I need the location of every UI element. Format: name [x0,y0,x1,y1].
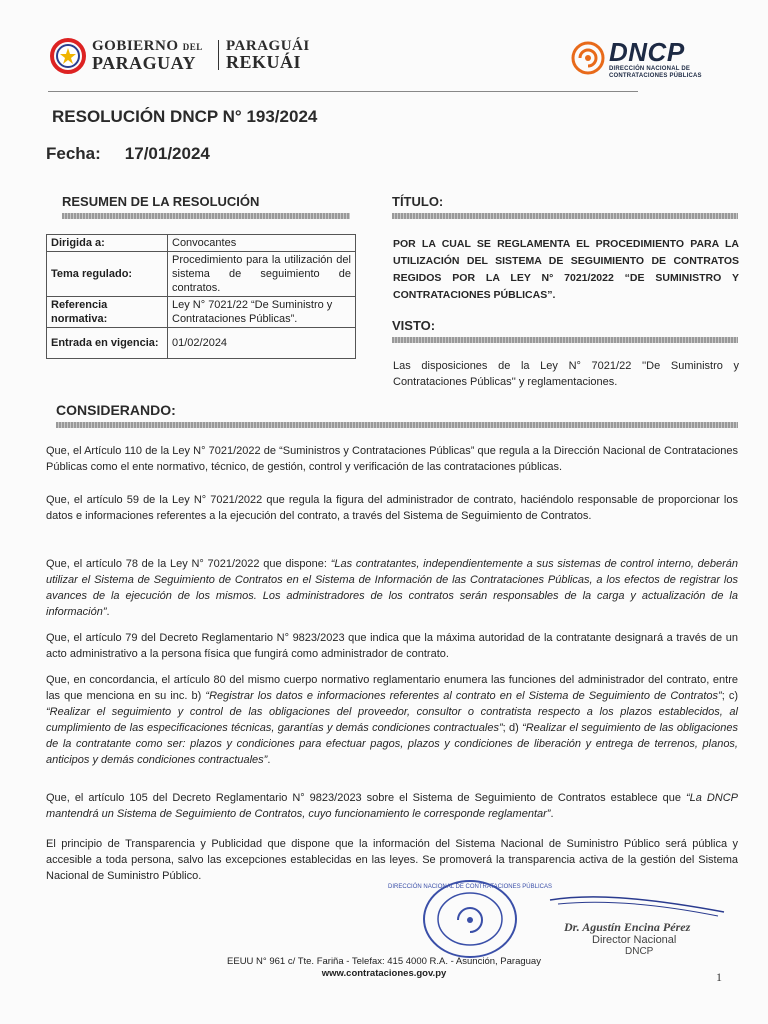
considerando-paragraph-1: Que, el Artículo 110 de la Ley N° 7021/2022 de “Suministros y Contrataciones Públicas” que regula a la Dirección Nacional de Contrataciones Públicas como el ente normativo, técnico, de gestión, control y verificación de las contrataciones públicas. [46,445,738,473]
considerando-heading-bar [56,422,738,428]
handwritten-signature [548,892,728,922]
gobierno-paraguay-wordmark: GOBIERNO DEL PARAGUAY [92,38,203,73]
table-row [47,328,356,359]
signatory-org: DNCP [625,946,654,957]
titulo-text: POR LA CUAL SE REGLAMENTA EL PROCEDIMIENTO PARA LA UTILIZACIÓN DEL SISTEMA DE SEGUIMIENTO DE CONTRATOS REGIDOS POR LA LEY N° 7021/2022 “DE SUMINISTRO Y CONTRATACIONES PÚBLICAS”. [393,238,739,301]
considerando-paragraph-3: Que, el artículo 78 de la Ley N° 7021/2022 que dispone: “Las contratantes, independientemente a sus sistemas de control interno, deberán utilizar el Sistema de Seguimiento de Contratos en el Sistema de Información de las Contrataciones Públicas, a los efectos de registrar los avances de la ejecución de los mismos. Los administradores de los contratos serán responsables de la carga y actualización de la información”. [46,558,738,618]
gobierno-paraguay-logo [48,36,88,76]
summary-value: Procedimiento para la utilización del sistema de seguimiento de contratos. [168,252,356,297]
visto-heading-bar [392,337,738,343]
considerando-paragraph-2: Que, el artículo 59 de la Ley N° 7021/2022 que regula la figura del administrador de contrato, haciéndolo responsable de proporcionar los datos e informaciones referentes a la ejecución del contrato, a través del Sistema de Seguimiento de Contratos. [46,494,738,522]
summary-value: Convocantes [168,235,356,252]
dncp-logo-icon [570,40,606,76]
page-number: 1 [716,970,722,984]
summary-table [46,234,356,359]
dncp-wordmark: DNCP [609,37,685,67]
header-rule [48,91,638,92]
considerando-paragraph-7: El principio de Transparencia y Publicidad que dispone que la información del Sistema Nacional de Suministro Público será pública y accesible a toda persona, salvo las excepciones establecidas en las leyes. Se promoverá la transparencia activa de la gestión del Sistema Nacional de Suministro Público. [46,838,738,882]
visto-text: Las disposiciones de la Ley N° 7021/22 ''De Suministro y Contrataciones Públicas'' y reglamentaciones. [393,360,739,388]
considerando-paragraph-6: Que, el artículo 105 del Decreto Reglamentario N° 9823/2023 sobre el Sistema de Seguimiento de Contratos establece que “La DNCP mantendrá un Sistema de Seguimiento de Contratos, cuyo funcionamiento le corresponde reglamentar”. [46,792,739,820]
footer-website: www.contrataciones.gov.py [321,968,447,979]
table-row [47,235,356,252]
header-separator [218,40,219,70]
considerando-heading: CONSIDERANDO: [56,402,176,418]
summary-heading-bar [62,213,350,219]
summary-key: Entrada en vigencia: [47,328,168,359]
summary-heading: RESUMEN DE LA RESOLUCIÓN [62,194,260,209]
summary-key: Tema regulado: [47,252,168,297]
table-row [47,252,356,297]
footer-address: EEUU N° 961 c/ Tte. Fariña - Telefax: 415 4000 R.A. - Asunción, Paraguay [227,956,541,967]
titulo-heading-bar [392,213,738,219]
summary-key: Referencia normativa: [47,297,168,328]
resolution-title: RESOLUCIÓN DNCP N° 193/2024 [52,107,318,126]
svg-text:DIRECCIÓN NACIONAL DE CONTRATA: DIRECCIÓN NACIONAL DE CONTRATACIONES PÚBLICAS [388,884,552,890]
table-row [47,297,356,328]
resolution-date: Fecha: 17/01/2024 [46,144,210,163]
dncp-subtitle: DIRECCIÓN NACIONAL DE CONTRATACIONES PÚBLICAS [609,66,702,79]
signatory-name: Dr. Agustín Encina Pérez [564,920,691,934]
considerando-paragraph-5: Que, en concordancia, el artículo 80 del mismo cuerpo normativo reglamentario enumera las funciones del administrador del contrato, entre las que menciona en su inc. b) “Registrar los datos e informaciones referentes al contrato en el Sistema de Seguimiento de Contratos”; c) “Realizar el seguimiento y control de las obligaciones del proveedor, consultor o contratista respecto a los plazos establecidos, al cumplimiento de las especificaciones técnicas, garantías y demás condiciones contractuales”; d) “Realizar el seguimiento de las obligaciones de la contratante como ser: plazos y condiciones para efectuar pagos, plazos y condiciones de liberación y entrega de terrenos, planos, anticipos y demás condiciones contractuales”. [46,674,738,766]
paraguai-rekuai-wordmark: PARAGUÁI REKUÁI [226,38,310,72]
considerando-paragraph-4: Que, el artículo 79 del Decreto Reglamentario N° 9823/2023 que indica que la máxima autoridad de la contratante designará a través de un acto administrativo a la persona física que fungirá como administrador de contrato. [46,632,738,660]
summary-key: Dirigida a: [47,235,168,252]
titulo-heading: TÍTULO: [392,194,444,209]
visto-heading: VISTO: [392,318,436,333]
summary-value: 01/02/2024 [168,328,356,359]
signatory-role: Director Nacional [592,934,677,946]
summary-value: Ley N° 7021/22 “De Suministro y Contrataciones Públicas”. [168,297,356,328]
official-seal-stamp [388,878,552,960]
